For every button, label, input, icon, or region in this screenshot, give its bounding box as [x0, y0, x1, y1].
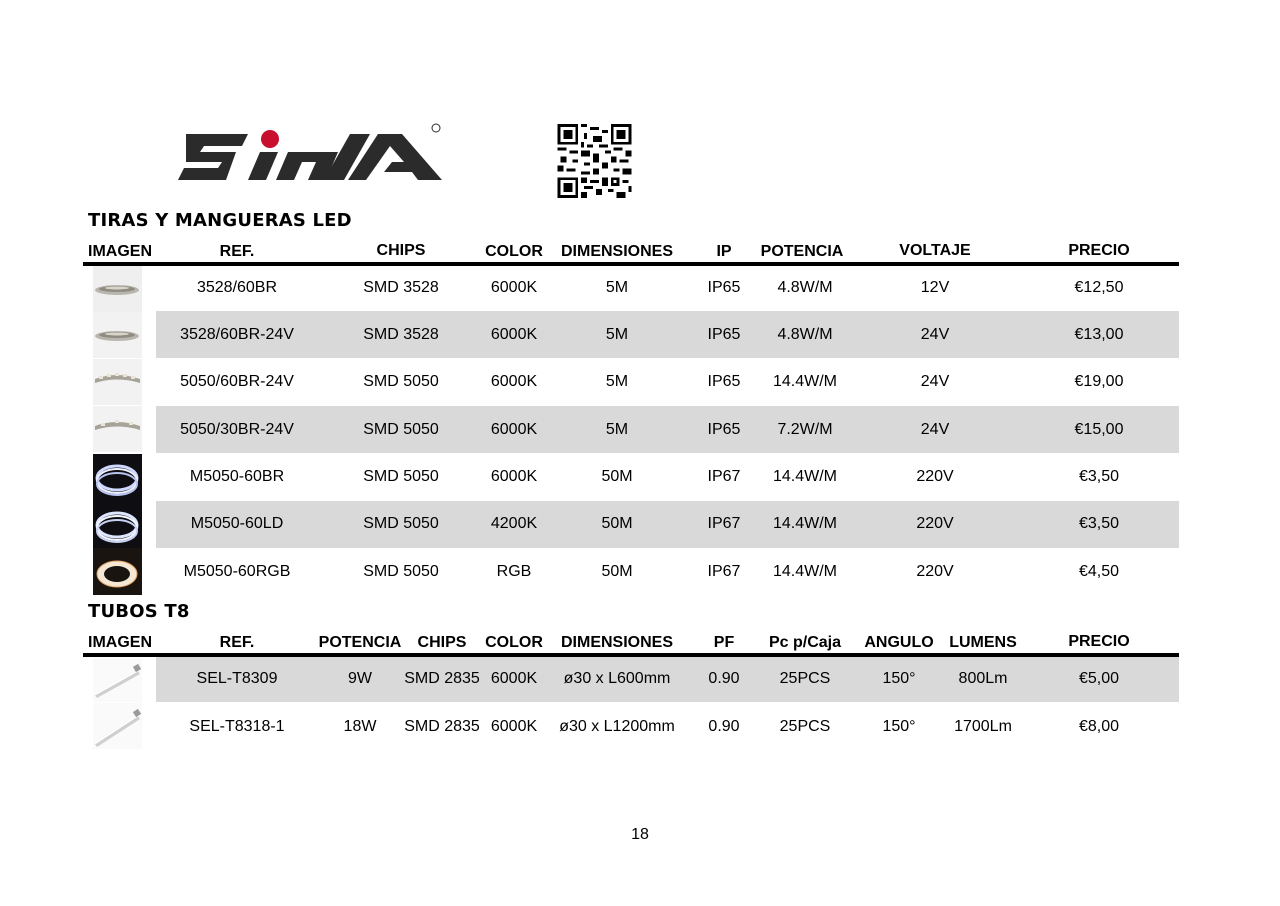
header-potencia: POTENCIA	[318, 634, 402, 651]
header-color: COLOR	[485, 243, 543, 260]
potencia-cell: 14.4W/M	[772, 468, 838, 485]
angulo-cell: 150°	[882, 718, 916, 735]
color-cell: 6000K	[490, 421, 538, 438]
page-number: 18	[631, 826, 649, 843]
precio-cell: €3,50	[1078, 468, 1120, 485]
led-strip-image	[93, 312, 142, 358]
voltaje-cell: 24V	[920, 421, 950, 438]
precio-cell: €15,00	[1074, 421, 1124, 438]
dimensiones-cell: 5M	[605, 421, 629, 438]
pf-cell: 0.90	[708, 670, 740, 687]
chips-cell: SMD 2835	[404, 718, 480, 735]
header-color: COLOR	[485, 634, 543, 651]
ip-cell: IP65	[707, 373, 741, 390]
color-cell: 6000K	[490, 373, 538, 390]
color-cell: 6000K	[490, 670, 538, 687]
precio-cell: €4,50	[1078, 563, 1120, 580]
color-cell: 6000K	[490, 468, 538, 485]
dimensiones-cell: ø30 x L600mm	[563, 670, 671, 687]
potencia-cell: 14.4W/M	[772, 563, 838, 580]
ip-cell: IP67	[707, 515, 741, 532]
voltaje-cell: 220V	[916, 515, 954, 532]
header-ip: IP	[716, 243, 732, 260]
pc-caja-cell: 25PCS	[779, 718, 831, 735]
table-row	[156, 453, 1179, 501]
precio-cell: €3,50	[1078, 515, 1120, 532]
voltaje-cell: 220V	[916, 468, 954, 485]
ref-cell: 3528/60BR	[196, 279, 278, 296]
section-title-tubos: TUBOS T8	[88, 601, 190, 622]
header-pc-caja: Pc p/Caja	[768, 634, 842, 651]
ref-cell: M5050-60LD	[190, 515, 284, 532]
dimensiones-cell: 5M	[605, 279, 629, 296]
header-imagen: IMAGEN	[88, 243, 152, 260]
potencia-cell: 14.4W/M	[772, 515, 838, 532]
pf-cell: 0.90	[708, 718, 740, 735]
ip-cell: IP65	[707, 421, 741, 438]
ref-cell: SEL-T8318-1	[189, 718, 285, 735]
chips-cell: SMD 5050	[363, 563, 439, 580]
chips-cell: SMD 5050	[363, 468, 439, 485]
sina-logo	[178, 120, 446, 190]
color-cell: 4200K	[490, 515, 538, 532]
t8-tube-image	[93, 658, 142, 702]
chips-cell: SMD 5050	[363, 373, 439, 390]
dimensiones-cell: 5M	[605, 326, 629, 343]
color-cell: 6000K	[490, 279, 538, 296]
dimensiones-cell: 50M	[601, 468, 633, 485]
chips-cell: SMD 5050	[363, 421, 439, 438]
dimensiones-cell: 5M	[605, 373, 629, 390]
color-cell: 6000K	[490, 326, 538, 343]
chips-cell: SMD 3528	[363, 326, 439, 343]
precio-cell: €8,00	[1078, 718, 1120, 735]
table-row	[156, 406, 1179, 453]
qr-code	[556, 124, 633, 198]
ip-cell: IP67	[707, 468, 741, 485]
precio-cell: €12,50	[1074, 279, 1124, 296]
chips-cell: SMD 5050	[363, 515, 439, 532]
header-chips: CHIPS	[417, 634, 467, 651]
header-angulo: ANGULO	[864, 634, 934, 651]
ip-cell: IP67	[707, 563, 741, 580]
ref-cell: 5050/30BR-24V	[180, 421, 294, 438]
led-strip-image	[93, 406, 142, 452]
color-cell: 6000K	[490, 718, 538, 735]
potencia-cell: 14.4W/M	[772, 373, 838, 390]
voltaje-cell: 24V	[920, 373, 950, 390]
precio-cell: €13,00	[1074, 326, 1124, 343]
led-hose-rgb-image	[93, 548, 142, 595]
section-title-tiras: TIRAS Y MANGUERAS LED	[88, 210, 352, 231]
precio-cell: €19,00	[1074, 373, 1124, 390]
header-precio: PRECIO	[1068, 242, 1130, 259]
voltaje-cell: 12V	[920, 279, 950, 296]
lumens-cell: 1700Lm	[954, 718, 1012, 735]
header-lumens: LUMENS	[949, 634, 1017, 651]
potencia-cell: 7.2W/M	[777, 421, 833, 438]
color-cell: RGB	[496, 563, 532, 580]
chips-cell: SMD 2835	[404, 670, 480, 687]
header-pf: PF	[713, 634, 735, 651]
header-potencia: POTENCIA	[760, 243, 844, 260]
potencia-cell: 4.8W/M	[777, 279, 833, 296]
table-row	[156, 501, 1179, 548]
lumens-cell: 800Lm	[958, 670, 1008, 687]
dimensiones-cell: 50M	[601, 563, 633, 580]
led-strip-image	[93, 359, 142, 405]
header-precio: PRECIO	[1068, 633, 1130, 650]
ref-cell: 3528/60BR-24V	[180, 326, 294, 343]
voltaje-cell: 220V	[916, 563, 954, 580]
header-voltaje: VOLTAJE	[899, 242, 971, 259]
ip-cell: IP65	[707, 279, 741, 296]
table-row	[156, 311, 1179, 358]
led-strip-image	[93, 266, 142, 312]
potencia-cell: 18W	[343, 718, 377, 735]
ip-cell: IP65	[707, 326, 741, 343]
ref-cell: 5050/60BR-24V	[180, 373, 294, 390]
led-hose-reel-image	[93, 501, 142, 548]
voltaje-cell: 24V	[920, 326, 950, 343]
header-imagen: IMAGEN	[88, 634, 152, 651]
dimensiones-cell: 50M	[601, 515, 633, 532]
potencia-cell: 4.8W/M	[777, 326, 833, 343]
led-hose-reel-image	[93, 454, 142, 501]
ref-cell: SEL-T8309	[196, 670, 278, 687]
t8-tube-image	[93, 703, 142, 749]
pc-caja-cell: 25PCS	[779, 670, 831, 687]
angulo-cell: 150°	[882, 670, 916, 687]
dimensiones-cell: ø30 x L1200mm	[559, 718, 675, 735]
header-ref: REF.	[219, 243, 255, 260]
chips-cell: SMD 3528	[363, 279, 439, 296]
header-dimensiones: DIMENSIONES	[560, 243, 674, 260]
table-row	[156, 548, 1179, 595]
header-ref: REF.	[219, 634, 255, 651]
header-chips: CHIPS	[376, 242, 426, 259]
potencia-cell: 9W	[348, 670, 372, 687]
ref-cell: M5050-60BR	[189, 468, 285, 485]
table-row	[156, 358, 1179, 406]
header-dimensiones: DIMENSIONES	[560, 634, 674, 651]
ref-cell: M5050-60RGB	[183, 563, 291, 580]
precio-cell: €5,00	[1078, 670, 1120, 687]
table-row	[156, 266, 1179, 311]
